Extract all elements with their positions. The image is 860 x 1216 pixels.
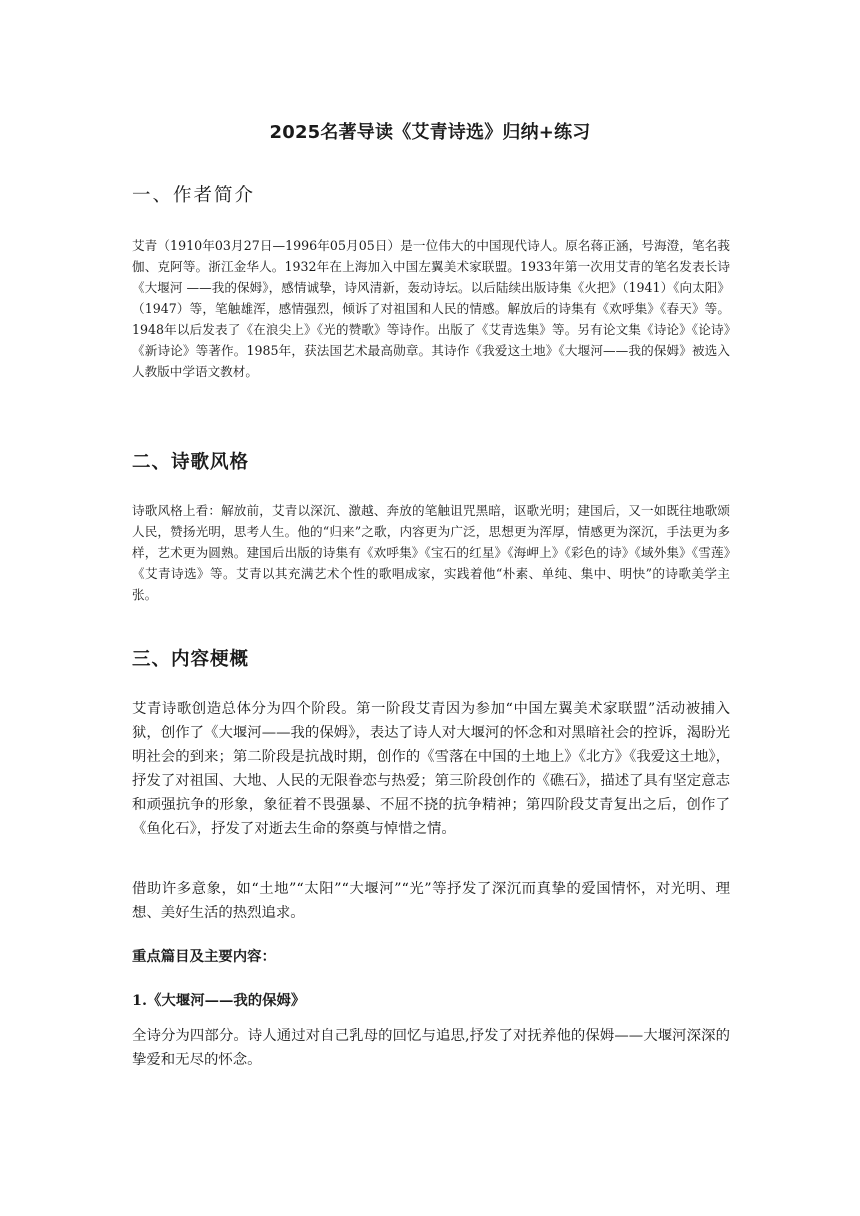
work-body-dayanhe: 全诗分为四部分。诗人通过对自己乳母的回忆与追思,抒发了对抚养他的保姆——大堰河深深的挚爱和无尽的怀念。 [132,1028,730,1068]
section-body-summary: 艾青诗歌创造总体分为四个阶段。第一阶段艾青因为参加“中国左翼美术家联盟”活动被捕入狱，创作了《大堰河——我的保姆》，表达了诗人对大堰河的怀念和对黑暗社会的控诉，渴盼光明社会的到来；第二阶段是抗战时期，创作的《雪落在中国的土地上》《北方》《我爱这土地》，抒发了对祖国、大地、人民的无限眷恋与热爱；第三阶段创作的《礁石》，描述了具有坚定意志和顽强抗争的形象，象征着不畏强暴、不屈不挠的抗争精神；第四阶段艾青复出之后，创作了《鱼化石》，抒发了对逝去生命的祭奠与悼惜之情。 [132,701,730,837]
document-title: 2025名著导读《艾青诗选》归纳+练习 [269,122,591,143]
section-body-author: 艾青（1910年03月27日—1996年05月05日）是一位伟大的中国现代诗人。原名蒋正涵，号海澄，笔名莪伽、克阿等。浙江金华人。1932年在上海加入中国左翼美术家联盟。1933年第一次用艾青的笔名发表长诗《大堰河 ——我的保姆》，感情诚挚，诗风清新，轰动诗坛。以后陆续出版诗集《火把》（1941）《向太阳》（1947）等，笔触雄浑，感情强烈，倾诉了对祖国和人民的情感。解放后的诗集有《欢呼集》《春天》等。1948年以后发表了《在浪尖上》《光的赞歌》等诗作。出版了《艾青选集》等。另有论文集《诗论》《论诗》《新诗论》等著作。1985年，获法国艺术最高勋章。其诗作《我爱这土地》《大堰河——我的保姆》被选入人教版中学语文教材。 [132,238,730,379]
section-heading-author: 一、作者简介 [132,185,256,206]
section-body-style: 诗歌风格上看：解放前，艾青以深沉、激越、奔放的笔触诅咒黑暗，讴歌光明；建国后，又一如既往地歌颂人民，赞扬光明，思考人生。他的“归来”之歌，内容更为广泛，思想更为浑厚，情感更为深沉，手法更为多样，艺术更为圆熟。建国后出版的诗集有《欢呼集》《宝石的红星》《海岬上》《彩色的诗》《域外集》《雪莲》《艾青诗选》等。艾青以其充满艺术个性的歌唱成家，实践着他“朴素、单纯、集中、明快”的诗歌美学主张。 [132,503,730,602]
section-heading-summary: 三、内容梗概 [132,649,250,670]
section-heading-style: 二、诗歌风格 [132,452,250,473]
section-body-imagery: 借助许多意象，如“土地”“太阳”“大堰河”“光”等抒发了深沉而真挚的爱国情怀，对光明、理想、美好生活的热烈追求。 [132,881,730,921]
work-title-dayanhe: 1.《大堰河——我的保姆》 [132,992,306,1009]
key-works-label: 重点篇目及主要内容： [132,949,276,965]
